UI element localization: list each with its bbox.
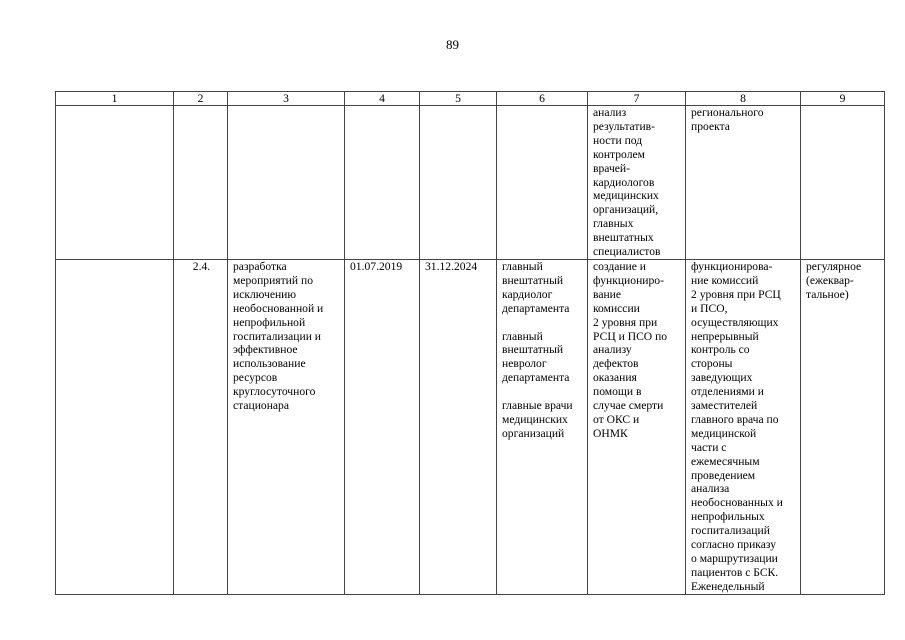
header-cell: 7: [588, 92, 686, 106]
header-cell: 9: [801, 92, 885, 106]
table-cell: [56, 259, 174, 594]
table-row: [56, 106, 885, 260]
header-cell: 3: [228, 92, 345, 106]
table-cell: [174, 106, 228, 260]
indicator-cell: функционирова- ние комиссий 2 уровня при РСЦ и ПСО, осуществляющих непрерывный контроль со стороны заведующих отделениями и заместителей главного врача по медицинской части с ежемесячным проведением анализа необоснованных и непрофильных госпитализаций согласно приказу о маршрутизации пациентов с БСК. Еженедельный: [686, 259, 801, 594]
indicator-cell: регионального проекта: [686, 106, 801, 260]
result-cell: создание и функциониро- вание комиссии 2 уровня при РСЦ и ПСО по анализу дефектов оказания помощи в случае смерти от ОКС и ОНМК: [588, 259, 686, 594]
header-cell: 2: [174, 92, 228, 106]
table-cell: [56, 106, 174, 260]
plan-table: [55, 91, 885, 595]
header-row: [56, 92, 885, 106]
table-cell: [420, 106, 497, 260]
frequency-cell: регулярное (ежеквар- тальное): [801, 259, 885, 594]
start-date-cell: 01.07.2019: [345, 259, 420, 594]
header-cell: 1: [56, 92, 174, 106]
table-cell: [345, 106, 420, 260]
header-cell: 6: [497, 92, 588, 106]
table-row: [56, 259, 885, 594]
table-cell: [801, 106, 885, 260]
item-number-cell: 2.4.: [174, 259, 228, 594]
table-cell: [228, 106, 345, 260]
table-cell: [497, 106, 588, 260]
page-number: 89: [446, 37, 459, 52]
header-cell: 8: [686, 92, 801, 106]
header-cell: 5: [420, 92, 497, 106]
end-date-cell: 31.12.2024: [420, 259, 497, 594]
activity-cell: разработка мероприятий по исключению необоснованной и непрофильной госпитализации и эффективное использование ресурсов круглосуточного стационара: [228, 259, 345, 594]
header-cell: 4: [345, 92, 420, 106]
responsible-cell: главный внештатный кардиолог департамента главный внештатный невролог департамента главные врачи медицинских организаций: [497, 259, 588, 594]
result-cell: анализ результатив- ности под контролем врачей- кардиологов медицинских организаций, главных внештатных специалистов: [588, 106, 686, 260]
